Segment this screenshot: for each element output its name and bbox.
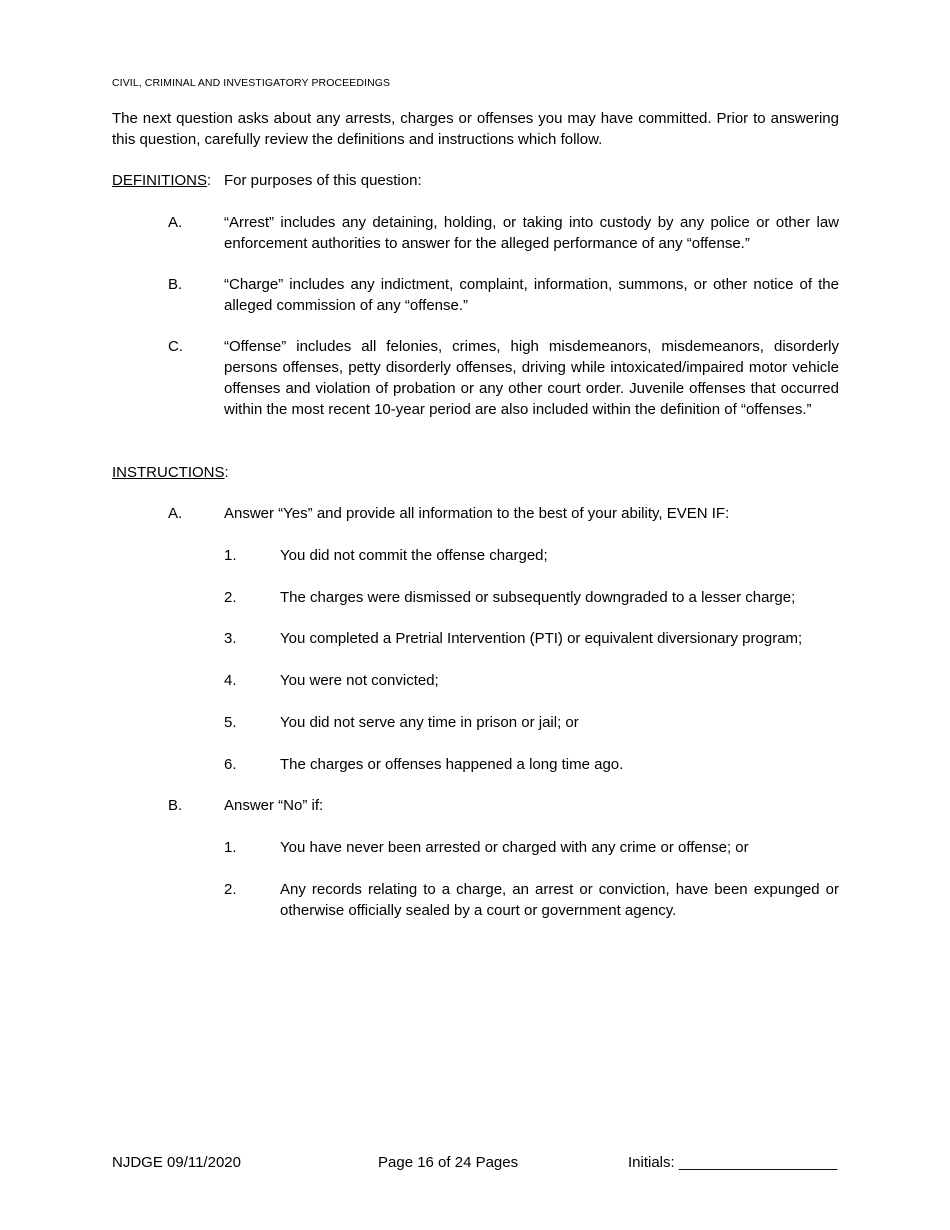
definition-text: “Arrest” includes any detaining, holding, or taking into custody by any police or other law enforcement authorities to answer for the alleged performance of any “offense.” — [224, 214, 839, 252]
subitem-number: 4. — [224, 672, 237, 689]
subitem-number: 6. — [224, 756, 237, 773]
subitem-number: 5. — [224, 714, 237, 731]
subitem-text: You have never been arrested or charged with any crime or offense; or — [280, 839, 749, 856]
subitem-text: Any records relating to a charge, an arrest or conviction, have been expunged or otherwise officially sealed by a court or government agency. — [280, 881, 839, 919]
subitem-number: 2. — [224, 589, 237, 606]
subitem-number: 1. — [224, 547, 237, 564]
footer-initials: Initials: ___________________ — [628, 1154, 838, 1171]
subitem-number: 2. — [224, 881, 237, 898]
definition-text: “Charge” includes any indictment, complaint, information, summons, or other notice of the alleged commission of any “offense.” — [224, 276, 839, 314]
subitem-text: The charges were dismissed or subsequently downgraded to a lesser charge; — [280, 589, 796, 606]
subitem-text: The charges or offenses happened a long time ago. — [280, 756, 624, 773]
footer-form-id: NJDGE 09/11/2020 — [112, 1154, 241, 1171]
instructions-heading-row — [112, 462, 229, 483]
subitem-text: You completed a Pretrial Intervention (PTI) or equivalent diversionary program; — [280, 630, 803, 647]
definitions-heading-row — [112, 170, 211, 191]
subitem-number: 3. — [224, 630, 237, 647]
subitem-text: You did not commit the offense charged; — [280, 547, 548, 564]
subitem-text: You did not serve any time in prison or jail; or — [280, 714, 579, 731]
instruction-text: Answer “No” if: — [224, 797, 324, 814]
definition-letter: C. — [168, 338, 183, 355]
definitions-heading: DEFINITIONS — [112, 172, 208, 189]
definition-letter: A. — [168, 214, 183, 231]
instructions-colon: : — [224, 464, 229, 481]
page-header: CIVIL, CRIMINAL AND INVESTIGATORY PROCEEDINGS — [112, 77, 391, 89]
definitions-subheading: For purposes of this question: — [224, 172, 422, 189]
definitions-colon: : — [207, 172, 212, 189]
instruction-letter: B. — [168, 797, 183, 814]
subitem-text: You were not convicted; — [280, 672, 439, 689]
instruction-letter: A. — [168, 505, 183, 522]
instructions-heading: INSTRUCTIONS — [112, 464, 225, 481]
footer-page-number: Page 16 of 24 Pages — [378, 1154, 519, 1171]
definition-letter: B. — [168, 276, 183, 293]
subitem-number: 1. — [224, 839, 237, 856]
intro-paragraph: The next question asks about any arrests, charges or offenses you may have committed. Prior to answering this question, carefully review the definitions and instructions which follow. — [112, 110, 839, 148]
instruction-text: Answer “Yes” and provide all information to the best of your ability, EVEN IF: — [224, 505, 730, 522]
definition-text: “Offense” includes all felonies, crimes, high misdemeanors, misdemeanors, disorderly persons offenses, petty disorderly offenses, driving while intoxicated/impaired motor vehicle offenses and violation of probation or any other court order. Juvenile offenses that occurred within the most recent 10-year period are also included within the definition of “offenses.” — [224, 338, 839, 418]
